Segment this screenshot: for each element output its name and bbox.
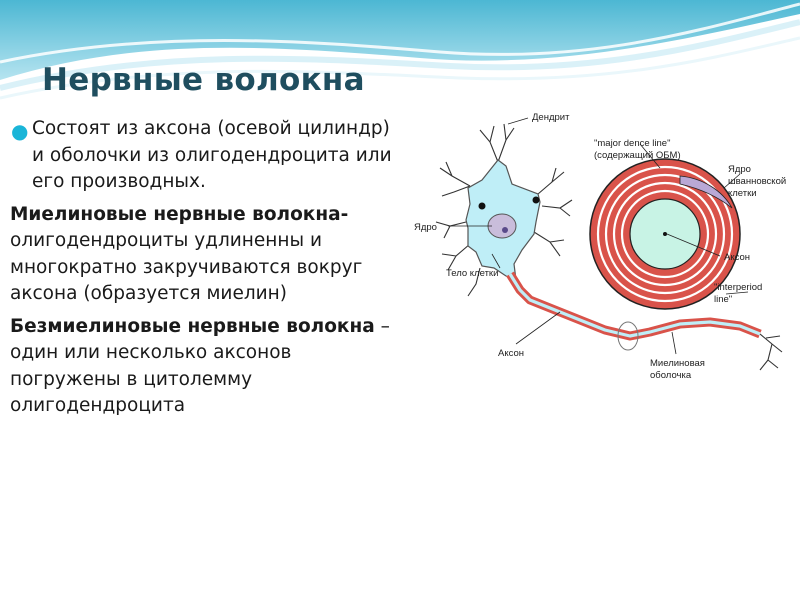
label-major-dense-line: "major dence line" <box>594 138 671 149</box>
label-schwann-1: Ядро <box>728 164 751 175</box>
label-dendrite: Дендрит <box>532 112 570 123</box>
label-schwann-3: клетки <box>728 188 757 199</box>
label-axon-right: Аксон <box>724 252 750 263</box>
myelinated-text: олигодендроциты удлиненны и многократно закручиваются вокруг аксона (образуется миелин) <box>10 230 363 304</box>
nucleolus <box>502 227 508 233</box>
label-major-dense-line-sub: (содержащий ОБМ) <box>594 150 681 161</box>
label-schwann-2: шванновской <box>728 176 787 187</box>
myelinated-paragraph <box>10 202 400 308</box>
slide-text <box>10 116 400 426</box>
unmyelinated-text: – один или несколько аксонов погружены в цитолемму олигодендроцита <box>10 315 390 416</box>
neuron-diagram <box>410 104 800 394</box>
label-interperiod-line: "interperiod <box>714 282 763 293</box>
unmyelinated-term: Безмиелиновые нервные волокна <box>10 315 375 337</box>
page-title: Нервные волокна <box>42 62 365 98</box>
label-cell-body: Тело клетки <box>446 268 499 279</box>
label-myelin-sheath-2: оболочка <box>650 370 692 381</box>
myelinated-term: Миелиновые нервные волокна- <box>10 203 349 225</box>
label-interperiod-line-sub: line" <box>714 294 733 305</box>
cell-nucleus <box>488 214 516 238</box>
bullet-text: Состоят из аксона (осевой цилиндр) и оболочки из олигодендроцита или его производных. <box>32 118 392 192</box>
bullet-item <box>10 116 400 196</box>
bullet-dot-icon: ● <box>11 119 29 143</box>
unmyelinated-paragraph <box>10 314 400 420</box>
label-nucleus: Ядро <box>414 222 437 233</box>
label-myelin-sheath-1: Миелиновая <box>650 358 705 369</box>
label-axon-bottom: Аксон <box>498 348 524 359</box>
